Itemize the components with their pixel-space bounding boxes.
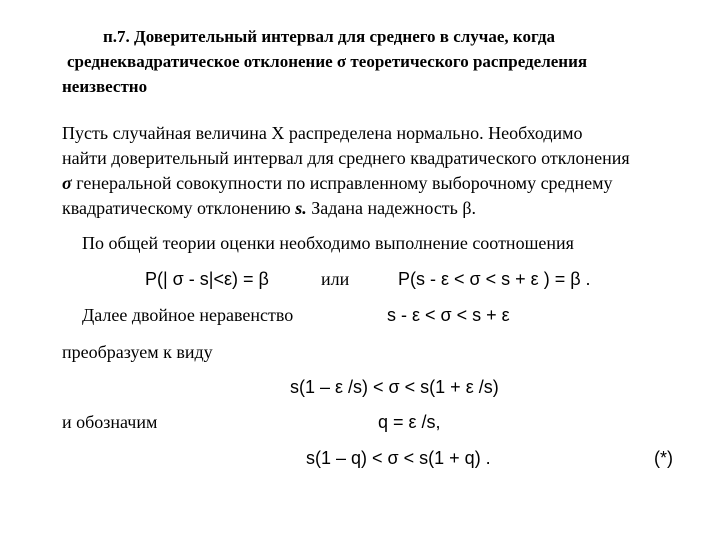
transform-label: преобразуем к виду bbox=[62, 342, 213, 362]
double-inequality-label: Далее двойное неравенство bbox=[82, 305, 294, 325]
intro-line-3 bbox=[62, 174, 612, 192]
theory-sentence: По общей теории оценки необходимо выполнение соотношения bbox=[82, 233, 574, 253]
intro-line-4-post: Задана надежность β. bbox=[306, 198, 477, 218]
intro-line-2: найти доверительный интервал для среднего квадратического отклонения bbox=[62, 148, 630, 168]
equation-tag: (*) bbox=[654, 448, 673, 468]
double-inequality-formula: s - ε < σ < s + ε bbox=[387, 305, 510, 325]
transform-formula: s(1 – ε /s) < σ < s(1 + ε /s) bbox=[290, 377, 499, 397]
intro-line-4 bbox=[62, 199, 476, 217]
intro-line-1: Пусть случайная величина X распределена нормально. Необходимо bbox=[62, 123, 583, 143]
s-symbol: s. bbox=[295, 198, 307, 218]
intro-line-4-pre: квадратическому отклонению bbox=[62, 198, 296, 218]
sigma-symbol: σ bbox=[62, 173, 72, 193]
final-formula: s(1 – q) < σ < s(1 + q) . bbox=[306, 448, 491, 468]
denote-formula: q = ε /s, bbox=[378, 412, 441, 432]
intro-line-3-text: генеральной совокупности по исправленному выборочному среднему bbox=[71, 173, 613, 193]
section-title-line-1: п.7. Доверительный интервал для среднего в случае, когда bbox=[103, 27, 555, 46]
denote-label: и обозначим bbox=[62, 412, 158, 432]
formula-probability-abs: P(| σ - s|<ε) = β bbox=[145, 269, 269, 289]
formula-probability-interval: P(s - ε < σ < s + ε ) = β . bbox=[398, 269, 591, 289]
section-title-line-2: среднеквадратическое отклонение σ теоретического распределения bbox=[67, 52, 588, 71]
section-title-line-3: неизвестно bbox=[62, 77, 148, 96]
or-word: или bbox=[321, 269, 350, 289]
